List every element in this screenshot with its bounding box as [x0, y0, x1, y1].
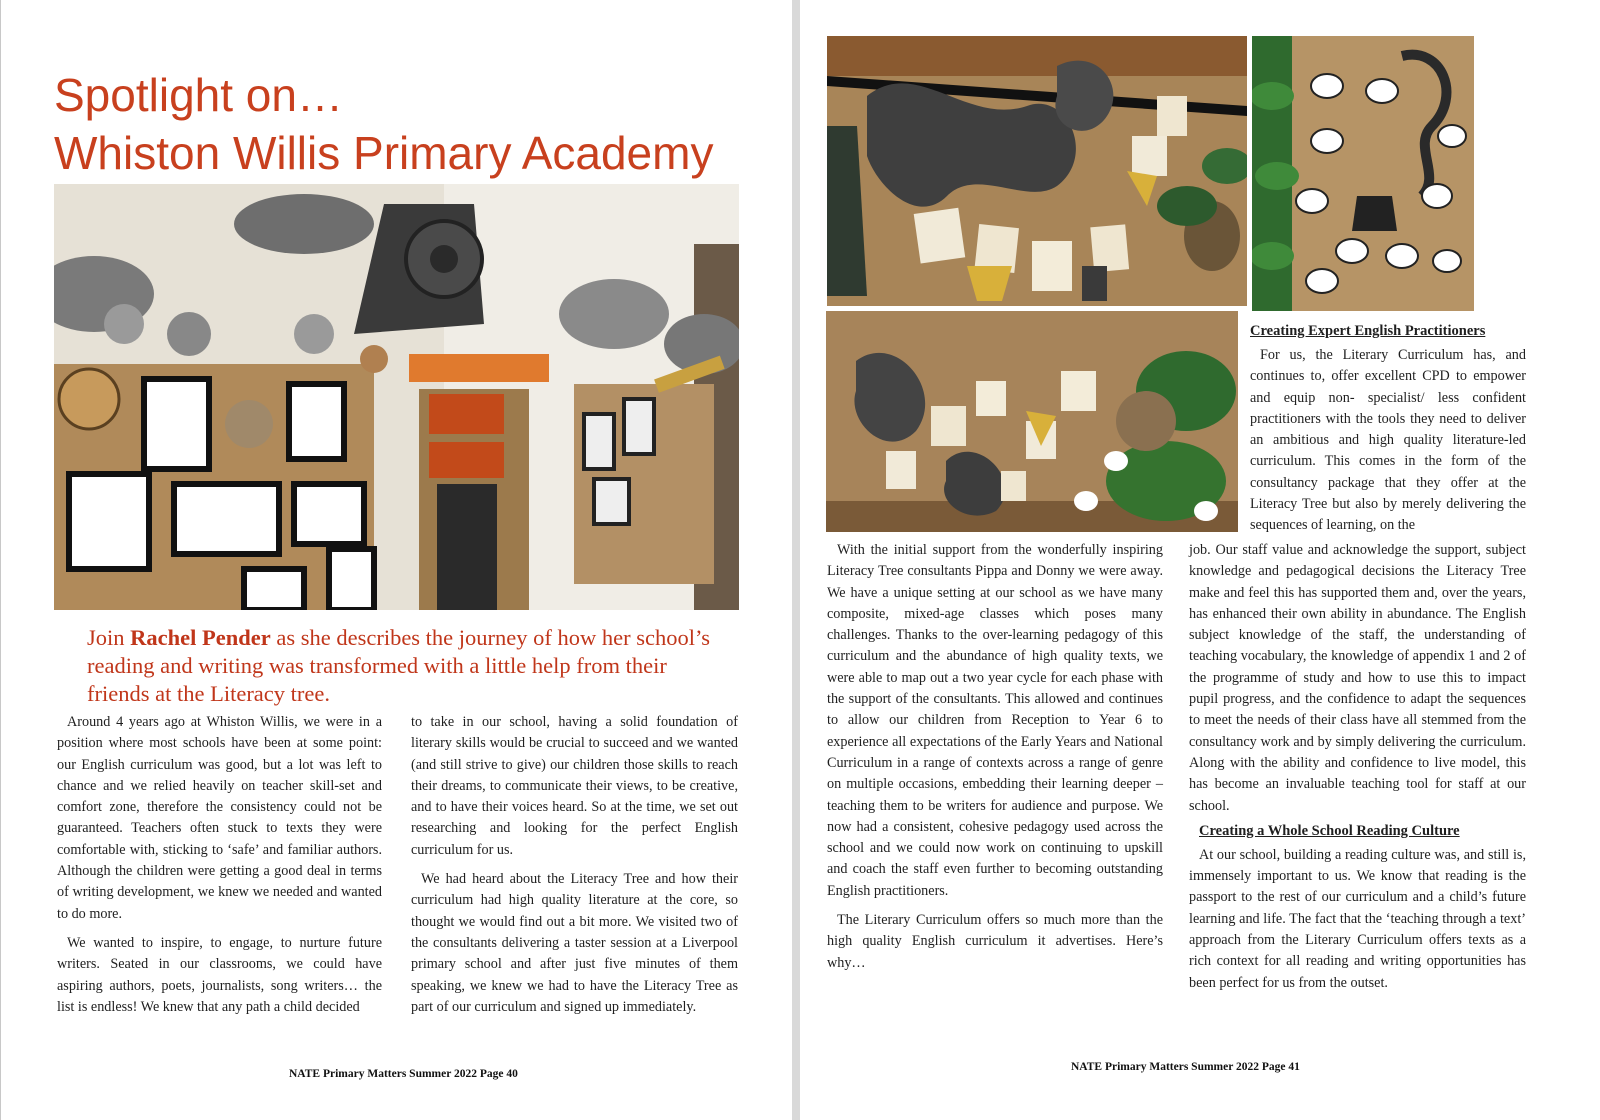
paragraph: The Literary Curriculum offers so much more than the high quality English curriculum it advertises. Here’s why… — [827, 912, 1163, 971]
page-footer: NATE Primary Matters Summer 2022 Page 41 — [1071, 1061, 1300, 1073]
right-section-1-top — [1250, 321, 1526, 545]
left-page — [0, 0, 792, 1120]
author-name: Rachel Pender — [130, 625, 271, 650]
right-page — [800, 0, 1600, 1120]
standfirst-rest: as she describes the journey of how her school’s reading and writing was transformed with a little help from their friends at the Literacy tree. — [87, 625, 711, 706]
left-column-1 — [57, 712, 382, 1026]
right-column-2 — [1189, 540, 1526, 1002]
display-wall-photo — [54, 184, 739, 610]
page-title — [54, 66, 774, 182]
heading-reading-culture: Creating a Whole School Reading Culture — [1199, 822, 1460, 839]
paragraph: For us, the Literary Curriculum has, and continues to, offer excellent CPD to empower and equip non- specialist/ less confident practitioners with the tools they need to deliver an ambitious and high quality literature-led curriculum. This comes in the form of the consultancy package that they offer at the Literacy Tree but also by merely delivering the sequences of learning, on the — [1250, 347, 1526, 534]
right-column-1 — [827, 540, 1163, 982]
standfirst-lead: Join — [87, 625, 131, 650]
paragraph: job. Our staff value and acknowledge the support, subject knowledge and pedagogical decisions the Literacy Tree make and feel this has supported them and, over the years, has enhanced their own ability in abundance. The English subject knowledge of the staff, the understanding of teaching vocabulary, the knowledge of appendix 1 and 2 of the programme of study and how to use this to impact pupil progress, and the confidence to adapt the sequences to meet the needs of their class have all stemmed from the consultancy work and by simply delivering the curriculum. Along with the ability and confidence to live model, this has become an invaluable teaching tool for staff at our school. — [1189, 542, 1526, 814]
paragraph: Around 4 years ago at Whiston Willis, we were in a position where most schools have been at some point: our English curriculum was good, but a lot was left to chance and we relied heavily on teacher skill-set and comfort zone, therefore the consistency could not be guaranteed. Teachers often stuck to texts they were comfortable with, sticking to ‘safe’ and familiar authors. Although the children were getting a good deal in terms of writing development, we knew we needed and wanted to do more. — [57, 714, 382, 922]
paragraph: We had heard about the Literacy Tree and how their curriculum had high quality literature at the core, so thought we would find out a bit more. We visited two of the consultants delivering a taster session at a Liverpool primary school and after just five minutes of them speaking, we knew we had to have the Literacy Tree as part of our curriculum and signed up immediately. — [411, 871, 738, 1015]
paragraph: to take in our school, having a solid foundation of literary skills would be crucial to succeed and we wanted (and still strive to give) our children those skills to reach their dreams, to communicate their views, to be creative, and to have their voices heard. So at the time, we set out researching and looking for the perfect English curriculum for us. — [411, 714, 738, 858]
paragraph: At our school, building a reading culture was, and still is, immensely important to us. We know that reading is the passport to the rest of our curriculum and a child’s future learning and life. The fact that the ‘teaching through a text’ approach from the Literary Curriculum offers texts as a rich context for all reading and writing opportunities has been perfect for us from the outset. — [1189, 846, 1526, 991]
title-line-2: Whiston Willis Primary Academy — [54, 127, 714, 179]
display-photo-dragons — [827, 36, 1247, 306]
display-photo-wall — [826, 311, 1238, 532]
paragraph: We wanted to inspire, to engage, to nurture future writers. Seated in our classrooms, we could have aspiring authors, poets, journalists, song writers… the list is endless! We knew that any path a child decided — [57, 934, 382, 1015]
page-footer: NATE Primary Matters Summer 2022 Page 40 — [289, 1068, 518, 1080]
title-line-1: Spotlight on… — [54, 69, 343, 121]
paragraph: With the initial support from the wonderfully inspiring Literacy Tree consultants Pippa and Donny we were away. We have a unique setting at our school as we have many composite, mixed-age classes which poses many challenges. Thanks to the over-learning pedagogy of this curriculum and the abundance of high quality texts, we were able to map out a two year cycle for each phase with the support of the consultants. This allowed and continues to allow our children from Reception to Year 6 to experience all expectations of the Early Years and National Curriculum in a range of contexts across a range of genre on multiple occasions, embedding their learning deeper – teaching them to be writers for audience and purpose. We now had a consistent, cohesive pedagogy used across the school and we could now work on continuing to upskill and coach the staff even further to becoming outstanding English practitioners. — [827, 542, 1163, 899]
left-column-2 — [411, 712, 738, 1026]
heading-expert-practitioners: Creating Expert English Practitioners — [1250, 323, 1486, 339]
display-photo-teacups — [1252, 36, 1474, 311]
standfirst — [87, 624, 727, 708]
